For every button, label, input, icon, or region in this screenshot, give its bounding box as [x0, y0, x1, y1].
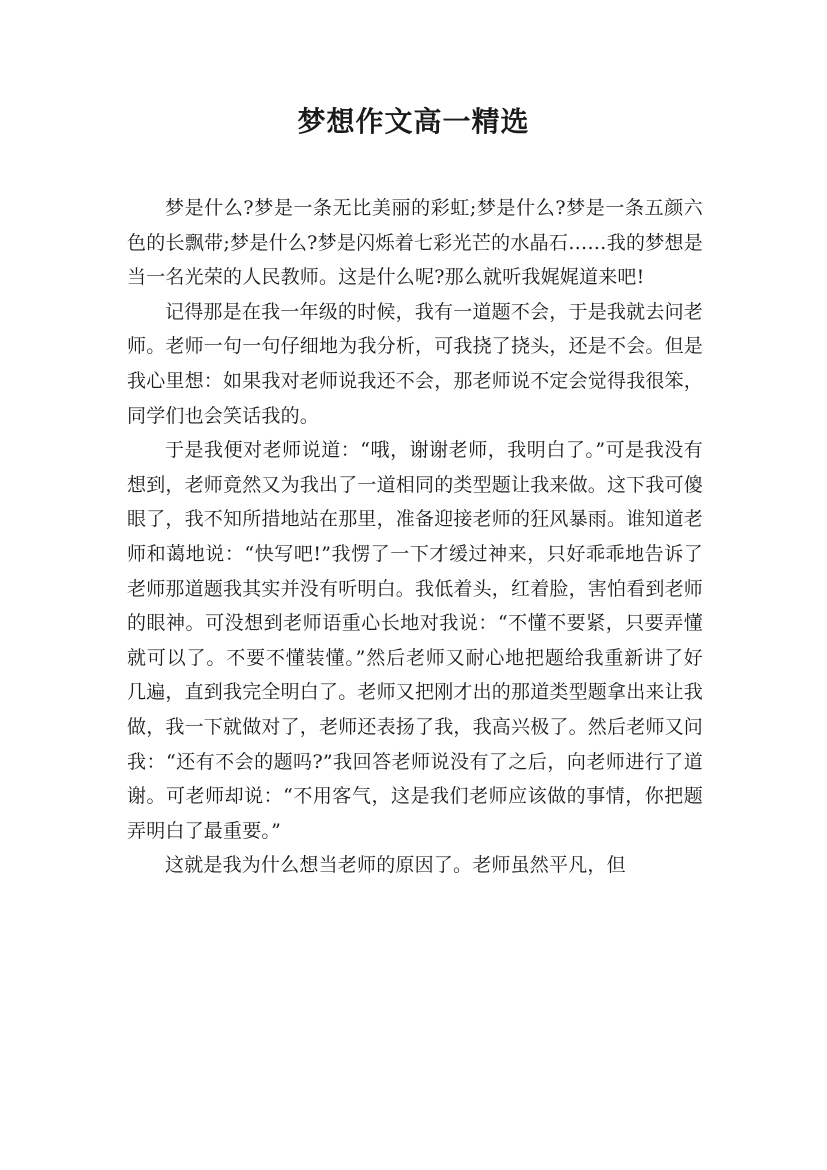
paragraph-2: 记得那是在我一年级的时候，我有一道题不会，于是我就去问老师。老师一句一句仔细地为我分析，可我挠了挠头，还是不会。但是我心里想：如果我对老师说我还不会，那老师说不定会觉得我很笨，同学们也会笑话我的。: [127, 300, 704, 427]
document-body: [127, 191, 703, 883]
paragraph-1: 梦是什么?梦是一条无比美丽的彩虹;梦是什么?梦是一条五颜六色的长飘带;梦是什么?梦是闪烁着七彩光芒的水晶石……我的梦想是当一名光荣的人民教师。这是什么呢?那么就听我娓娓道来吧!: [127, 197, 703, 289]
paragraph-4: 这就是我为什么想当老师的原因了。老师虽然平凡，但: [165, 854, 626, 877]
document-title: 梦想作文高一精选: [297, 105, 530, 138]
paragraph-3: 于是我便对老师说道：“哦，谢谢老师，我明白了。”可是我没有想到，老师竟然又为我出了一道相同的类型题让我来做。这下我可傻眼了，我不知所措地站在那里，准备迎接老师的狂风暴雨。谁知道老师和蔼地说：“快写吧!”我愣了一下才缓过神来，只好乖乖地告诉了老师那道题我其实并没有听明白。我低着头，红着脸，害怕看到老师的眼神。可没想到老师语重心长地对我说：“不懂不要紧，只要弄懂就可以了。不要不懂装懂。”然后老师又耐心地把题给我重新讲了好几遍，直到我完全明白了。老师又把刚才出的那道类型题拿出来让我做，我一下就做对了，老师还表扬了我，我高兴极了。然后老师又问我：“还有不会的题吗?”我回答老师说没有了之后，向老师进行了道谢。可老师却说：“不用客气，这是我们老师应该做的事情，你把题弄明白了最重要。”: [127, 439, 704, 842]
